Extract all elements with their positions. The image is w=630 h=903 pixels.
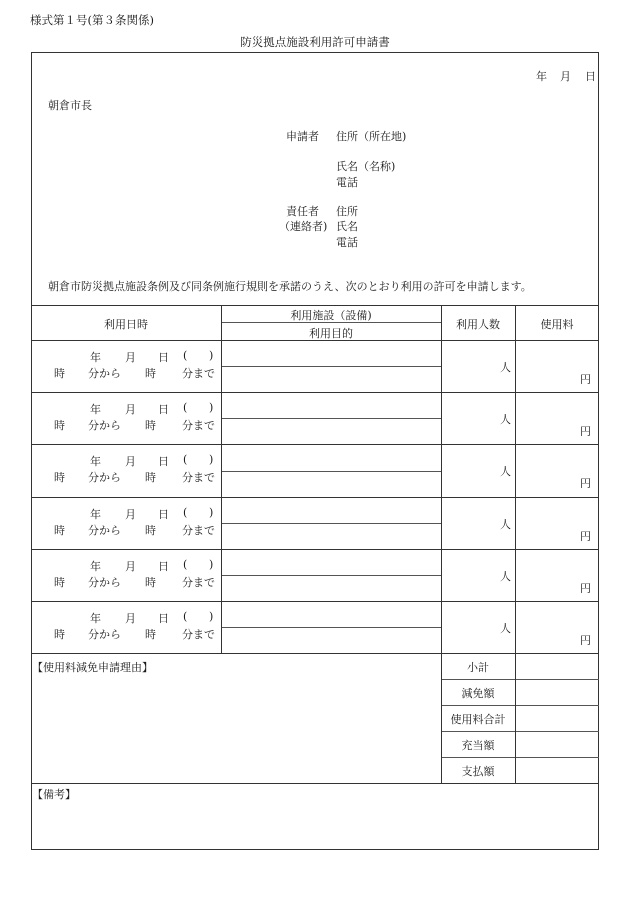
row-month-label: 月 — [125, 508, 136, 521]
row-people-unit: 人 — [500, 413, 511, 426]
row-people-unit: 人 — [500, 465, 511, 478]
remarks-label: 【備考】 — [32, 788, 76, 801]
row-year-label: 年 — [90, 403, 101, 416]
row-weekday-open: ( — [183, 610, 188, 623]
table-top-rule — [31, 305, 599, 306]
applicant-address-label: 住所（所在地) — [336, 130, 407, 143]
row-purpose-rule — [221, 366, 441, 367]
responsible-label: 責任者 — [286, 205, 319, 218]
reduction-amount-label: 減免額 — [461, 687, 495, 700]
row-yen-unit: 円 — [580, 373, 591, 386]
payment-amount-label: 支払額 — [461, 765, 495, 778]
row-weekday-open: ( — [183, 349, 188, 362]
row-separator — [31, 497, 599, 498]
row-end-hour-label: 時 — [145, 524, 156, 537]
row-weekday-close: ) — [209, 558, 214, 571]
row-start-minute-label: 分から — [88, 471, 121, 484]
responsible-sub-label: （連絡者) — [279, 220, 328, 233]
row-separator — [31, 601, 599, 602]
row-weekday-close: ) — [209, 349, 214, 362]
fee-total-label: 使用料合計 — [450, 713, 506, 726]
row-day-label: 日 — [158, 560, 169, 573]
row-year-label: 年 — [90, 560, 101, 573]
row-purpose-rule — [221, 627, 441, 628]
responsible-address-label: 住所 — [336, 205, 358, 218]
row-purpose-rule — [221, 418, 441, 419]
header-datetime: 利用日時 — [104, 318, 148, 331]
row-month-label: 月 — [125, 455, 136, 468]
row-start-hour-label: 時 — [54, 628, 65, 641]
row-start-hour-label: 時 — [54, 471, 65, 484]
datetime-col-rule — [221, 305, 222, 653]
totals-rule-3 — [441, 731, 599, 732]
row-month-label: 月 — [125, 612, 136, 625]
row-end-hour-label: 時 — [145, 471, 156, 484]
date-year-label: 年 — [536, 70, 547, 83]
rows-bottom-rule — [31, 653, 599, 654]
applicant-label: 申請者 — [286, 130, 319, 143]
row-weekday-close: ) — [209, 610, 214, 623]
row-people-unit: 人 — [500, 518, 511, 531]
row-month-label: 月 — [125, 560, 136, 573]
row-separator — [31, 392, 599, 393]
remarks-top-rule — [31, 783, 599, 784]
row-yen-unit: 円 — [580, 530, 591, 543]
row-end-minute-label: 分まで — [182, 419, 215, 432]
row-separator — [31, 444, 599, 445]
fee-reduction-reason-label: 【使用料減免申請理由】 — [32, 661, 153, 674]
row-separator — [31, 549, 599, 550]
totals-rule-4 — [441, 757, 599, 758]
row-start-hour-label: 時 — [54, 419, 65, 432]
row-end-hour-label: 時 — [145, 419, 156, 432]
row-start-minute-label: 分から — [88, 576, 121, 589]
allocated-amount-label: 充当額 — [461, 739, 495, 752]
totals-rule-1 — [441, 679, 599, 680]
row-weekday-close: ) — [209, 453, 214, 466]
row-day-label: 日 — [158, 612, 169, 625]
row-weekday-open: ( — [183, 401, 188, 414]
row-yen-unit: 円 — [580, 634, 591, 647]
date-month-label: 月 — [560, 70, 571, 83]
row-purpose-rule — [221, 471, 441, 472]
row-end-hour-label: 時 — [145, 576, 156, 589]
row-month-label: 月 — [125, 351, 136, 364]
row-yen-unit: 円 — [580, 477, 591, 490]
row-start-minute-label: 分から — [88, 419, 121, 432]
row-year-label: 年 — [90, 612, 101, 625]
people-col-rule — [515, 305, 516, 783]
row-start-hour-label: 時 — [54, 367, 65, 380]
row-day-label: 日 — [158, 455, 169, 468]
header-facility: 利用施設（設備) — [290, 309, 372, 322]
row-day-label: 日 — [158, 508, 169, 521]
row-yen-unit: 円 — [580, 582, 591, 595]
applicant-name-label: 氏名（名称) — [336, 160, 396, 173]
row-end-minute-label: 分まで — [182, 576, 215, 589]
row-start-hour-label: 時 — [54, 524, 65, 537]
totals-rule-2 — [441, 705, 599, 706]
row-weekday-open: ( — [183, 558, 188, 571]
row-end-hour-label: 時 — [145, 367, 156, 380]
row-purpose-rule — [221, 523, 441, 524]
addressee: 朝倉市長 — [48, 99, 92, 112]
row-end-minute-label: 分まで — [182, 367, 215, 380]
row-people-unit: 人 — [500, 570, 511, 583]
header-people: 利用人数 — [456, 318, 500, 331]
row-weekday-close: ) — [209, 401, 214, 414]
responsible-name-label: 氏名 — [336, 220, 358, 233]
form-number: 様式第１号(第３条関係) — [30, 13, 154, 27]
row-month-label: 月 — [125, 403, 136, 416]
document-title: 防災拠点施設利用許可申請書 — [240, 35, 390, 49]
row-end-minute-label: 分まで — [182, 628, 215, 641]
application-statement: 朝倉市防災拠点施設条例及び同条例施行規則を承諾のうえ、次のとおり利用の許可を申請します。 — [48, 280, 532, 293]
row-start-minute-label: 分から — [88, 367, 121, 380]
subtotal-label: 小計 — [467, 661, 489, 674]
row-people-unit: 人 — [500, 622, 511, 635]
row-year-label: 年 — [90, 351, 101, 364]
row-weekday-open: ( — [183, 506, 188, 519]
row-purpose-rule — [221, 575, 441, 576]
row-end-hour-label: 時 — [145, 628, 156, 641]
row-start-hour-label: 時 — [54, 576, 65, 589]
row-end-minute-label: 分まで — [182, 471, 215, 484]
header-fee: 使用料 — [540, 318, 574, 331]
row-weekday-close: ) — [209, 506, 214, 519]
row-day-label: 日 — [158, 403, 169, 416]
header-purpose: 利用目的 — [309, 327, 353, 340]
responsible-phone-label: 電話 — [336, 236, 358, 249]
row-start-minute-label: 分から — [88, 628, 121, 641]
row-start-minute-label: 分から — [88, 524, 121, 537]
row-end-minute-label: 分まで — [182, 524, 215, 537]
row-people-unit: 人 — [500, 361, 511, 374]
row-yen-unit: 円 — [580, 425, 591, 438]
row-year-label: 年 — [90, 508, 101, 521]
row-day-label: 日 — [158, 351, 169, 364]
applicant-phone-label: 電話 — [336, 176, 358, 189]
date-day-label: 日 — [585, 70, 596, 83]
row-year-label: 年 — [90, 455, 101, 468]
row-weekday-open: ( — [183, 453, 188, 466]
